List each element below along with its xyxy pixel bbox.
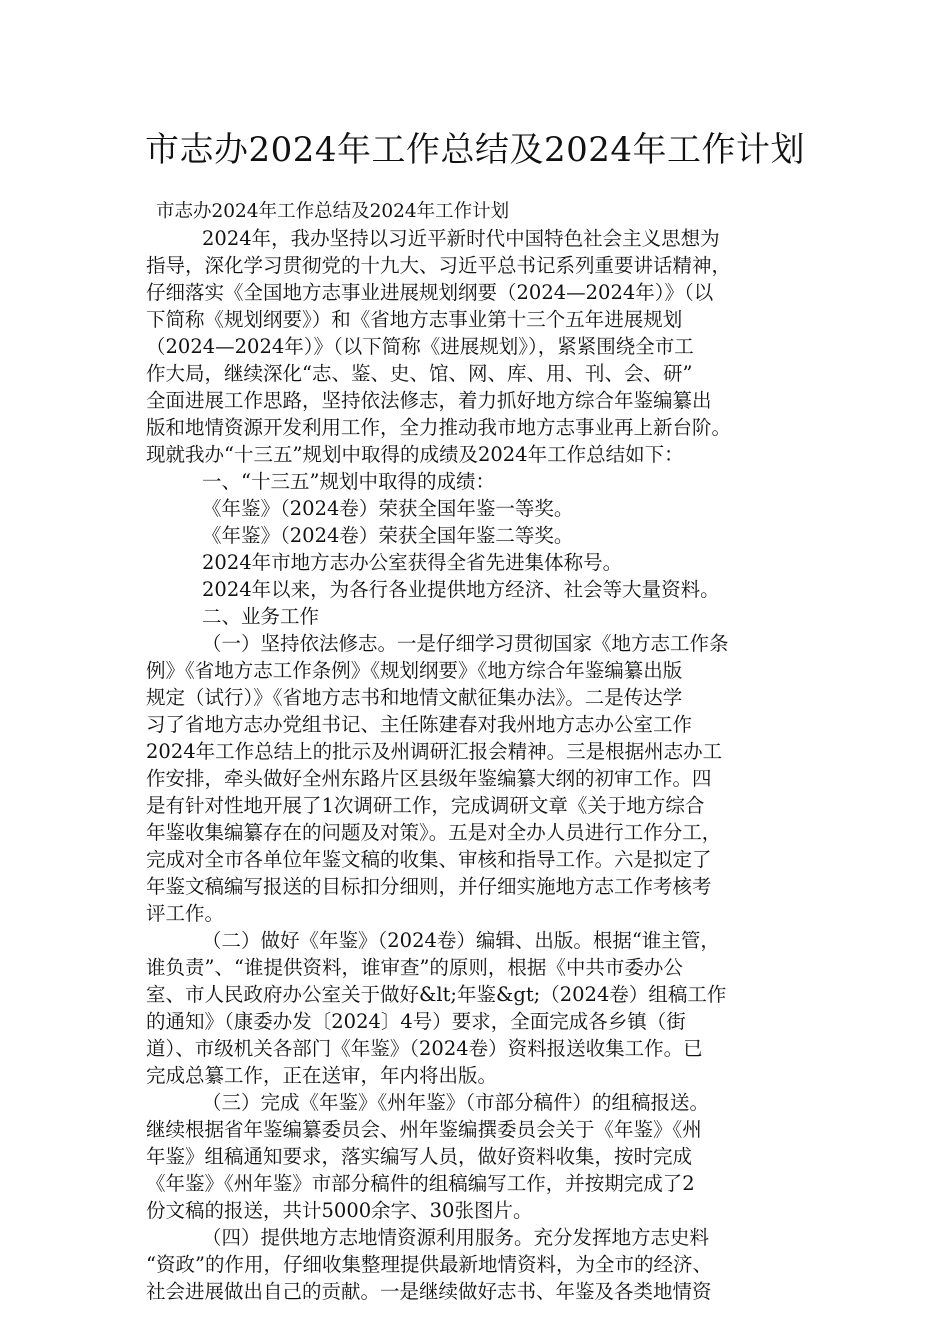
body-text-line: 的通知》（康委办发〔2024〕4号）要求，全面完成各乡镇（街: [146, 1010, 686, 1033]
body-text-line: 年鉴收集编纂存在的问题及对策》。五是对全办人员进行工作分工，: [146, 821, 722, 844]
body-text-line: 作大局，继续深化“志、鉴、史、馆、网、库、用、刊、会、研”: [146, 362, 693, 385]
body-text-line: 完成对全市各单位年鉴文稿的收集、审核和指导工作。六是拟定了: [146, 848, 712, 871]
body-text-line: 是有针对性地开展了1次调研工作，完成调研文章《关于地方综合: [146, 794, 705, 817]
body-text-line: 下简称《规划纲要》）和《省地方志事业第十三个五年进展规划: [146, 308, 683, 331]
body-text-line: 一、“十三五”规划中取得的成绩：: [202, 470, 495, 493]
body-text-line: 继续根据省年鉴编纂委员会、州年鉴编撰委员会关于《年鉴》《州: [146, 1118, 702, 1141]
body-text-line: 份文稿的报送，共计5000余字、30张图片。: [146, 1199, 533, 1222]
body-text-line: 室、市人民政府办公室关于做好&lt;年鉴&gt;（2024卷）组稿工作: [146, 983, 727, 1006]
body-text-line: 版和地情资源开发利用工作，全力推动我市地方志事业再上新台阶。: [146, 416, 732, 439]
body-text-line: 二、业务工作: [202, 605, 320, 628]
body-text-line: “资政”的作用，仔细收集整理提供最新地情资料，为全市的经济、: [146, 1253, 712, 1276]
body-text-line: 规定（试行）》《省地方志书和地情文献征集办法》。二是传达学: [146, 686, 683, 709]
body-text-line: （四）提供地方志地情资源利用服务。充分发挥地方志史料: [202, 1226, 710, 1249]
body-text-line: 2024年市地方志办公室获得全省先进集体称号。: [202, 551, 623, 574]
body-text-line: 2024年以来，为各行各业提供地方经济、社会等大量资料。: [202, 578, 720, 601]
body-text-line: 习了省地方志办党组书记、主任陈建春对我州地方志办公室工作: [146, 713, 693, 736]
body-text-line: （二）做好《年鉴》（2024卷）编辑、出版。根据“谁主管，: [202, 929, 720, 952]
body-text-line: 社会进展做出自己的贡献。一是继续做好志书、年鉴及各类地情资: [146, 1280, 712, 1303]
body-text-line: 《年鉴》（2024卷）荣获全国年鉴二等奖。: [202, 524, 574, 547]
body-text-line: 2024年，我办坚持以习近平新时代中国特色社会主义思想为: [202, 227, 720, 250]
body-text-line: （三）完成《年鉴》《州年鉴》（市部分稿件）的组稿报送。: [202, 1091, 710, 1114]
body-text-line: 年鉴》组稿通知要求，落实编写人员，做好资料收集，按时完成: [146, 1145, 693, 1168]
body-text-line: 评工作。: [146, 902, 225, 925]
document-title: 市志办2024年工作总结及2024年工作计划: [144, 130, 806, 170]
body-text-line: 《年鉴》《州年鉴》市部分稿件的组稿编写工作，并按期完成了2: [146, 1172, 695, 1195]
body-text-line: （一）坚持依法修志。一是仔细学习贯彻国家《地方志工作条: [202, 632, 729, 655]
body-text-line: 仔细落实《全国地方志事业进展规划纲要（2024—2024年）》（以: [146, 281, 714, 304]
body-text-line: 现就我办“十三五”规划中取得的成绩及2024年工作总结如下：: [146, 443, 684, 466]
body-text-line: 谁负责”、“谁提供资料，谁审查”的原则，根据《中共市委办公: [146, 956, 683, 979]
body-text-line: 作安排，牵头做好全州东路片区县级年鉴编纂大纲的初审工作。四: [146, 767, 712, 790]
document-body: [146, 198, 806, 1305]
document-subtitle: 市志办2024年工作总结及2024年工作计划: [156, 201, 510, 222]
body-text-line: 2024年工作总结上的批示及州调研汇报会精神。三是根据州志办工: [146, 740, 723, 763]
body-text-line: 年鉴文稿编写报送的目标扣分细则，并仔细实施地方志工作考核考: [146, 875, 712, 898]
body-text-line: 指导，深化学习贯彻党的十九大、习近平总书记系列重要讲话精神，: [146, 254, 732, 277]
body-text-line: 《年鉴》（2024卷）荣获全国年鉴一等奖。: [202, 497, 574, 520]
body-text-line: 道）、市级机关各部门《年鉴》（2024卷）资料报送收集工作。已: [146, 1037, 703, 1060]
body-text-line: 全面进展工作思路，坚持依法修志，着力抓好地方综合年鉴编纂出: [146, 389, 712, 412]
body-text-line: 完成总纂工作，正在送审，年内将出版。: [146, 1064, 498, 1087]
body-text-line: 例》《省地方志工作条例》《规划纲要》《地方综合年鉴编纂出版: [146, 659, 683, 682]
body-text-line: （2024—2024年）》（以下简称《进展规划》），紧紧围绕全市工: [146, 335, 694, 358]
